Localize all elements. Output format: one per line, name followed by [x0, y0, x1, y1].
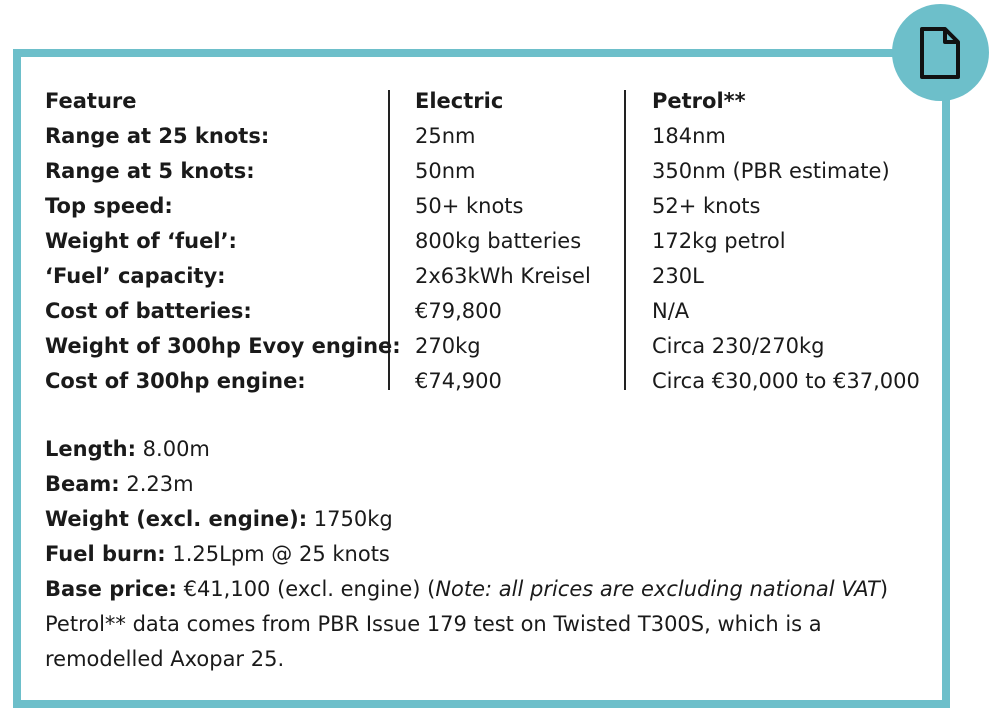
fuel-burn-label: Fuel burn:	[45, 542, 166, 566]
petrol-cell: Circa €30,000 to €37,000	[652, 369, 920, 393]
petrol-cell: 230L	[652, 264, 704, 288]
petrol-cell: 52+ knots	[652, 194, 761, 218]
fuel-burn-value: 1.25Lpm @ 25 knots	[165, 542, 390, 566]
table-row	[45, 154, 925, 189]
header-feature: Feature	[45, 89, 137, 113]
header-petrol: Petrol**	[652, 89, 746, 113]
feature-cell: Range at 25 knots:	[45, 124, 270, 148]
fuel-burn-line	[45, 537, 915, 572]
vat-note: Note: all prices are excluding national VAT	[435, 577, 880, 601]
feature-cell: Range at 5 knots:	[45, 159, 255, 183]
table-row	[45, 294, 925, 329]
base-price-label: Base price:	[45, 577, 177, 601]
petrol-cell: Circa 230/270kg	[652, 334, 825, 358]
header-electric: Electric	[415, 89, 504, 113]
beam-value: 2.23m	[119, 472, 194, 496]
feature-cell: Top speed:	[45, 194, 173, 218]
table-row	[45, 329, 925, 364]
electric-cell: 25nm	[415, 124, 476, 148]
length-value: 8.00m	[136, 437, 210, 461]
petrol-cell: 184nm	[652, 124, 726, 148]
feature-cell: Weight of ‘fuel’:	[45, 229, 237, 253]
spec-notes	[45, 432, 915, 677]
footnote-line-2: remodelled Axopar 25.	[45, 647, 285, 671]
petrol-cell: 172kg petrol	[652, 229, 786, 253]
base-price-close: )	[879, 577, 889, 601]
beam-label: Beam:	[45, 472, 120, 496]
electric-cell: 800kg batteries	[415, 229, 582, 253]
electric-cell: 270kg	[415, 334, 481, 358]
table-row	[45, 224, 925, 259]
electric-cell: 50nm	[415, 159, 476, 183]
feature-cell: ‘Fuel’ capacity:	[45, 264, 226, 288]
table-row	[45, 119, 925, 154]
electric-cell: 50+ knots	[415, 194, 524, 218]
length-label: Length:	[45, 437, 136, 461]
weight-label: Weight (excl. engine):	[45, 507, 308, 531]
base-price-line	[45, 572, 915, 607]
table-row	[45, 364, 925, 399]
table-row	[45, 259, 925, 294]
weight-value: 1750kg	[307, 507, 393, 531]
petrol-cell: 350nm (PBR estimate)	[652, 159, 890, 183]
beam-line	[45, 467, 915, 502]
weight-line	[45, 502, 915, 537]
petrol-cell: N/A	[652, 299, 690, 323]
electric-cell: €74,900	[415, 369, 502, 393]
feature-cell: Cost of 300hp engine:	[45, 369, 306, 393]
table-row	[45, 189, 925, 224]
electric-cell: 2x63kWh Kreisel	[415, 264, 591, 288]
base-price-value: €41,100 (excl. engine) (	[176, 577, 436, 601]
footnote-line-1: Petrol** data comes from PBR Issue 179 test on Twisted T300S, which is a	[45, 612, 822, 636]
comparison-table	[45, 84, 925, 399]
table-header-row	[45, 84, 925, 119]
feature-cell: Cost of batteries:	[45, 299, 252, 323]
electric-cell: €79,800	[415, 299, 502, 323]
length-line	[45, 432, 915, 467]
document-icon	[918, 26, 962, 80]
feature-cell: Weight of 300hp Evoy engine:	[45, 334, 401, 358]
